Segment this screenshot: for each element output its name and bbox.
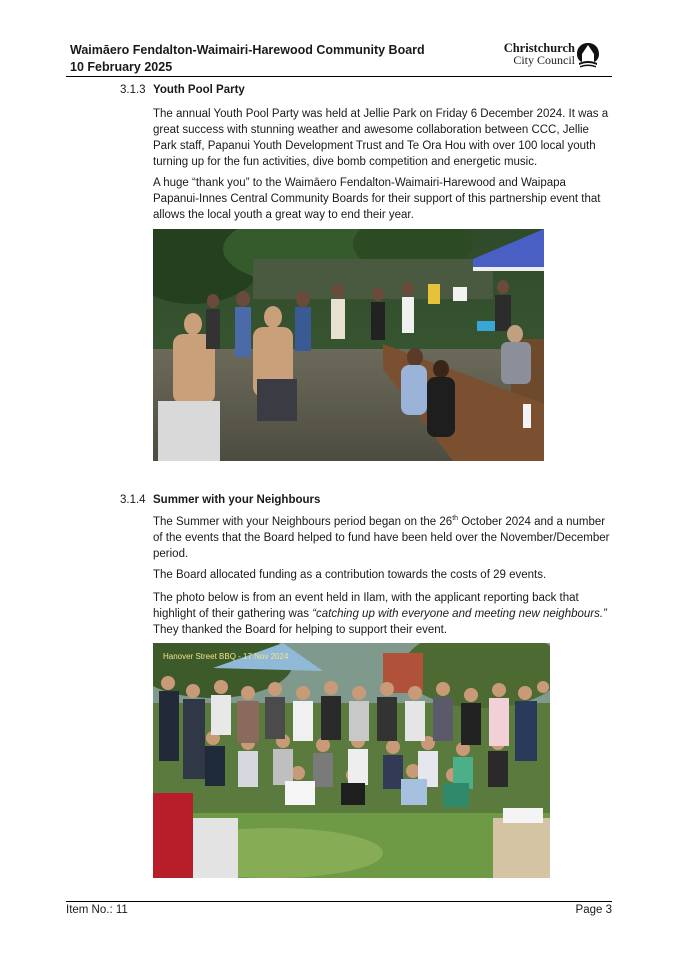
- header-rule: [66, 76, 612, 77]
- summer-paragraph-3: The photo below is from an event held in Ilam, with the applicant reporting back that highlight of their gathering was “catching up with everyone and meeting new neighbours.” They thanked the Board for helping to support their event.: [153, 592, 607, 636]
- page-number: Page 3: [575, 904, 612, 916]
- header-title: Waimāero Fendalton-Waimairi-Harewood Community Board: [70, 43, 425, 57]
- photo-caption: Hanover Street BBQ - 17 Nov 2024: [163, 652, 289, 661]
- youth-pool-paragraph-2: A huge “thank you” to the Waimāero Fendalton-Waimairi-Harewood and Waipapa Papanui-Innes Central Community Boards for their support of this partnership event that allows the local youth a great way to end their year.: [153, 177, 601, 221]
- section-heading-youth-pool-party: [120, 83, 245, 98]
- header-date: 10 February 2025: [70, 60, 173, 74]
- logo-line-1: Christchurch: [503, 41, 575, 55]
- footer-rule: [66, 901, 612, 902]
- summer-paragraph-2: The Board allocated funding as a contribution towards the costs of 29 events.: [153, 569, 547, 581]
- section-title: Youth Pool Party: [153, 84, 245, 96]
- cathedral-icon: [576, 42, 600, 68]
- section-number: 3.1.4: [120, 494, 146, 506]
- council-logo: [497, 42, 612, 70]
- youth-pool-party-photo: [153, 229, 544, 461]
- section-title: Summer with your Neighbours: [153, 494, 321, 506]
- youth-pool-paragraph-1: The annual Youth Pool Party was held at Jellie Park on Friday 6 December 2024. It was a great success with stunning weather and awesome collaboration between CCC, Jellie Park staff, Papanui Youth Development Trust and Te Ora Hou with over 100 local youth turning up for the fun activities, dive bomb competition and energetic music.: [153, 108, 609, 168]
- neighbours-bbq-photo: [153, 643, 550, 878]
- page-header: [70, 40, 612, 76]
- summer-paragraph-1: The Summer with your Neighbours period began on the 26th October 2024 and a number of the events that the Board helped to fund have been held over the November/December period.: [153, 515, 610, 560]
- logo-line-2: City Council: [513, 53, 575, 67]
- section-number: 3.1.3: [120, 84, 146, 96]
- section-heading-summer-neighbours: [120, 493, 320, 508]
- item-number: Item No.: 11: [66, 904, 128, 916]
